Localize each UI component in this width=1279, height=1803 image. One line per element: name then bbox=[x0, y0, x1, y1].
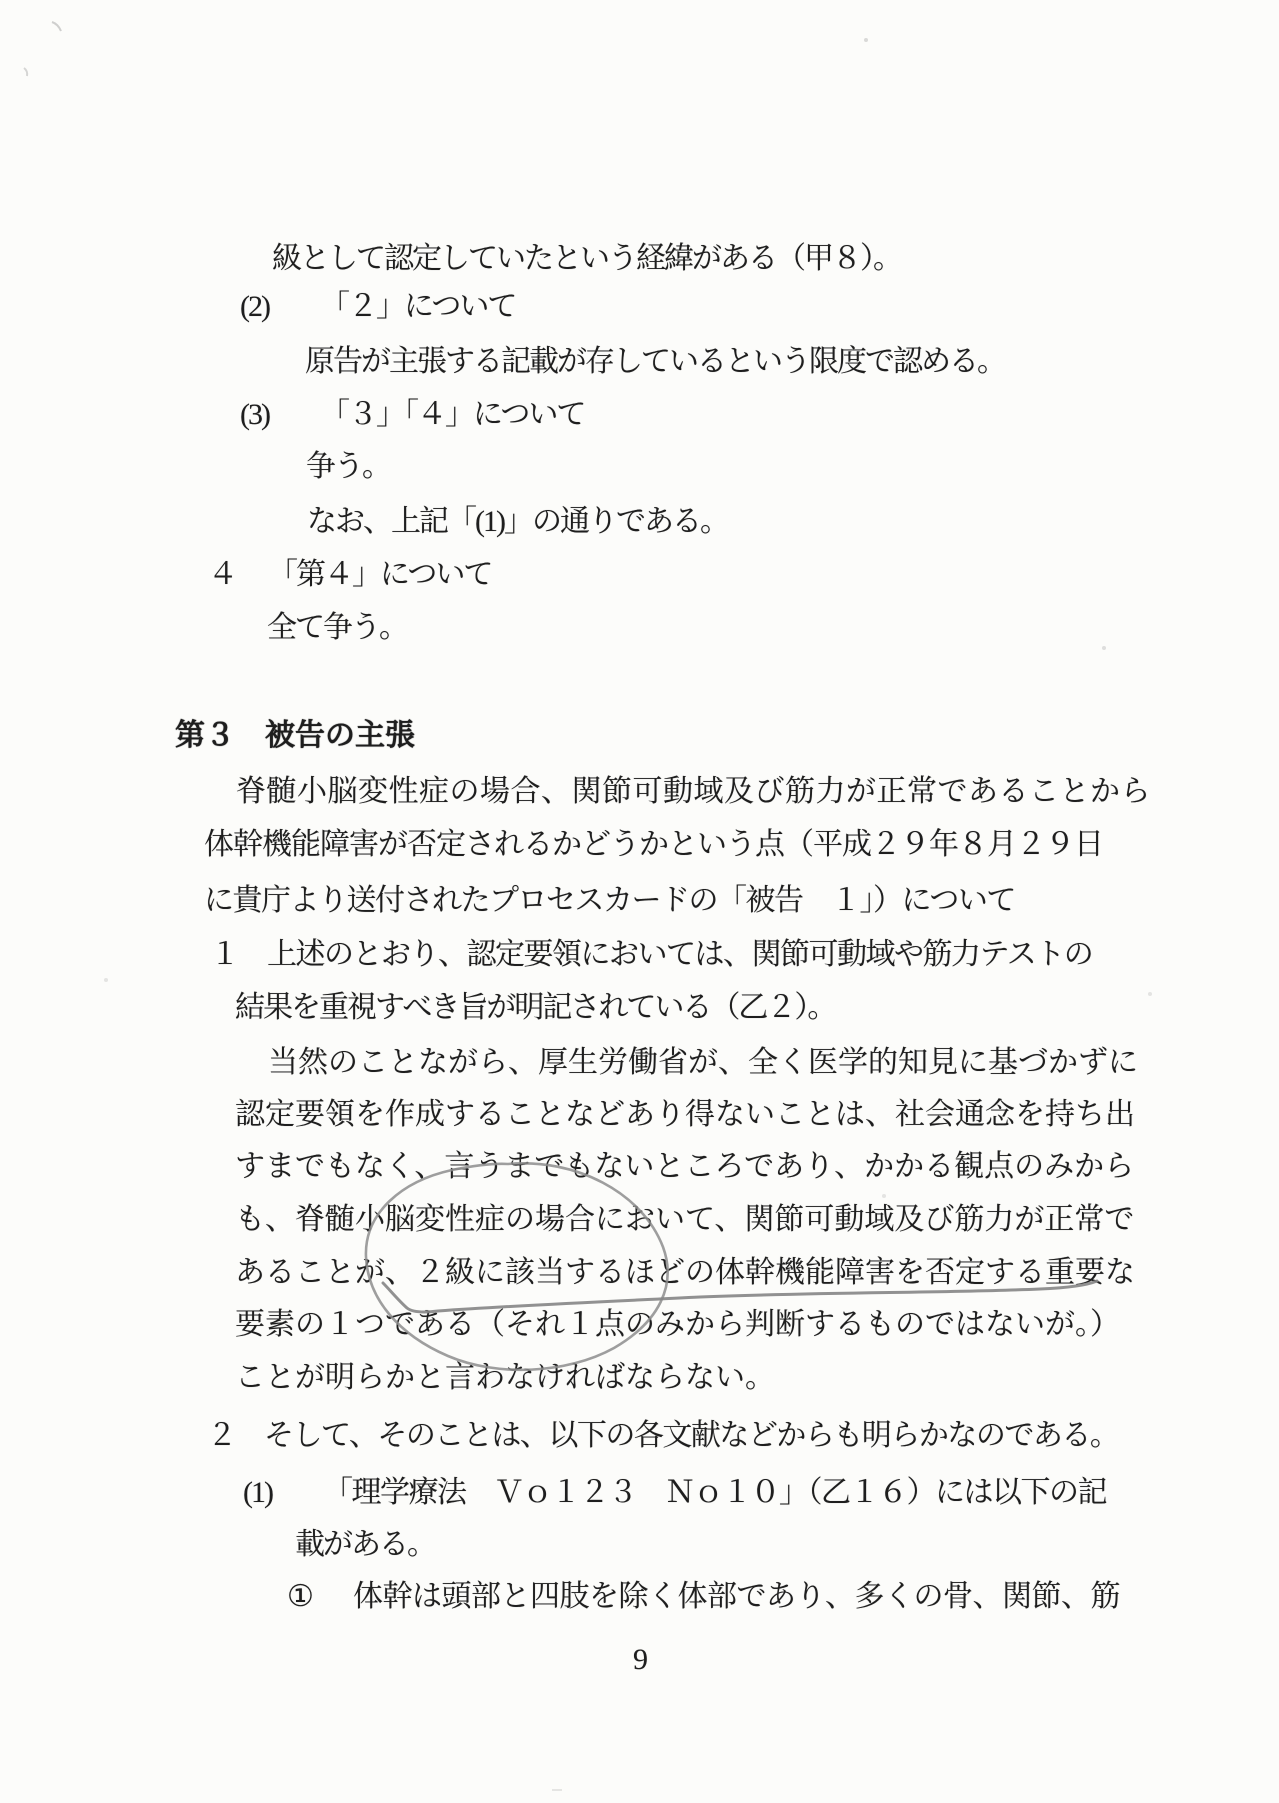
text-line: 結果を重視すべき旨が明記されている（乙２）。 bbox=[235, 991, 836, 1024]
list-marker: (3) bbox=[240, 398, 269, 431]
text-line: 「理学療法 Ｖｏ１２３ Ｎｏ１０」（乙１６）には以下の記 bbox=[323, 1476, 1106, 1509]
text-line: 体幹は頭部と四肢を除く体部であり、多くの骨、関節、筋 bbox=[353, 1580, 1120, 1613]
text-line: なお、上記「(1)」の通りである。 bbox=[307, 505, 728, 538]
text-line: 要素の１つである（それ１点のみから判断するものではないが。） bbox=[235, 1308, 1120, 1341]
text-line: そして、そのことは、以下の各文献などからも明らかなのである。 bbox=[264, 1419, 1119, 1452]
page-number: 9 bbox=[633, 1643, 648, 1676]
text-line: 級として認定していたという経緯がある（甲８）。 bbox=[272, 242, 901, 275]
text-line: 脊髄小脳変性症の場合、関節可動域及び筋力が正常であることから bbox=[236, 775, 1151, 808]
list-marker: ２ bbox=[207, 1419, 235, 1452]
paper-speck bbox=[24, 68, 27, 76]
section-heading: 第３ 被告の主張 bbox=[175, 719, 415, 752]
list-marker: ① bbox=[287, 1580, 312, 1613]
text-line: 当然のことながら、厚生労働省が、全く医学的知見に基づかずに bbox=[268, 1046, 1138, 1079]
list-marker: (1) bbox=[243, 1476, 272, 1509]
list-marker: (2) bbox=[240, 290, 269, 323]
text-line: あることが、２級に該当するほどの体幹機能障害を否定する重要な bbox=[235, 1256, 1135, 1289]
text-line: も、脊髄小脳変性症の場合において、関節可動域及び筋力が正常で bbox=[235, 1203, 1135, 1236]
text-line: に貴庁より送付されたプロセスカードの「被告 １」）について bbox=[204, 884, 1015, 917]
text-line: 全て争う。 bbox=[267, 611, 407, 644]
paper-speck bbox=[1102, 646, 1106, 650]
text-line: ことが明らかと言わなければならない。 bbox=[235, 1361, 775, 1394]
text-line: 争う。 bbox=[306, 450, 390, 483]
list-marker: １ bbox=[210, 938, 238, 971]
paper-speck bbox=[1148, 992, 1152, 996]
text-line: 載がある。 bbox=[295, 1528, 435, 1561]
text-line: 体幹機能障害が否定されるかどうかという点（平成２９年８月２９日 bbox=[204, 828, 1103, 861]
paper-speck bbox=[864, 38, 868, 42]
list-marker: ４ bbox=[208, 558, 236, 591]
paper-speck bbox=[104, 978, 108, 982]
text-line: 認定要領を作成することなどあり得ないことは、社会通念を持ち出 bbox=[235, 1098, 1135, 1131]
text-line: 「第４」について bbox=[268, 558, 492, 591]
text-line: すまでもなく、言うまでもないところであり、かかる観点のみから bbox=[235, 1150, 1135, 1183]
paper-speck bbox=[52, 22, 61, 31]
text-line: 原告が主張する記載が存しているという限度で認める。 bbox=[305, 345, 1005, 378]
text-line: 「３」「４」について bbox=[320, 398, 585, 431]
text-line: 「２」について bbox=[320, 290, 516, 323]
text-line: 上述のとおり、認定要領においては、関節可動域や筋力テストの bbox=[267, 938, 1093, 971]
paper-speck bbox=[882, 1194, 886, 1198]
